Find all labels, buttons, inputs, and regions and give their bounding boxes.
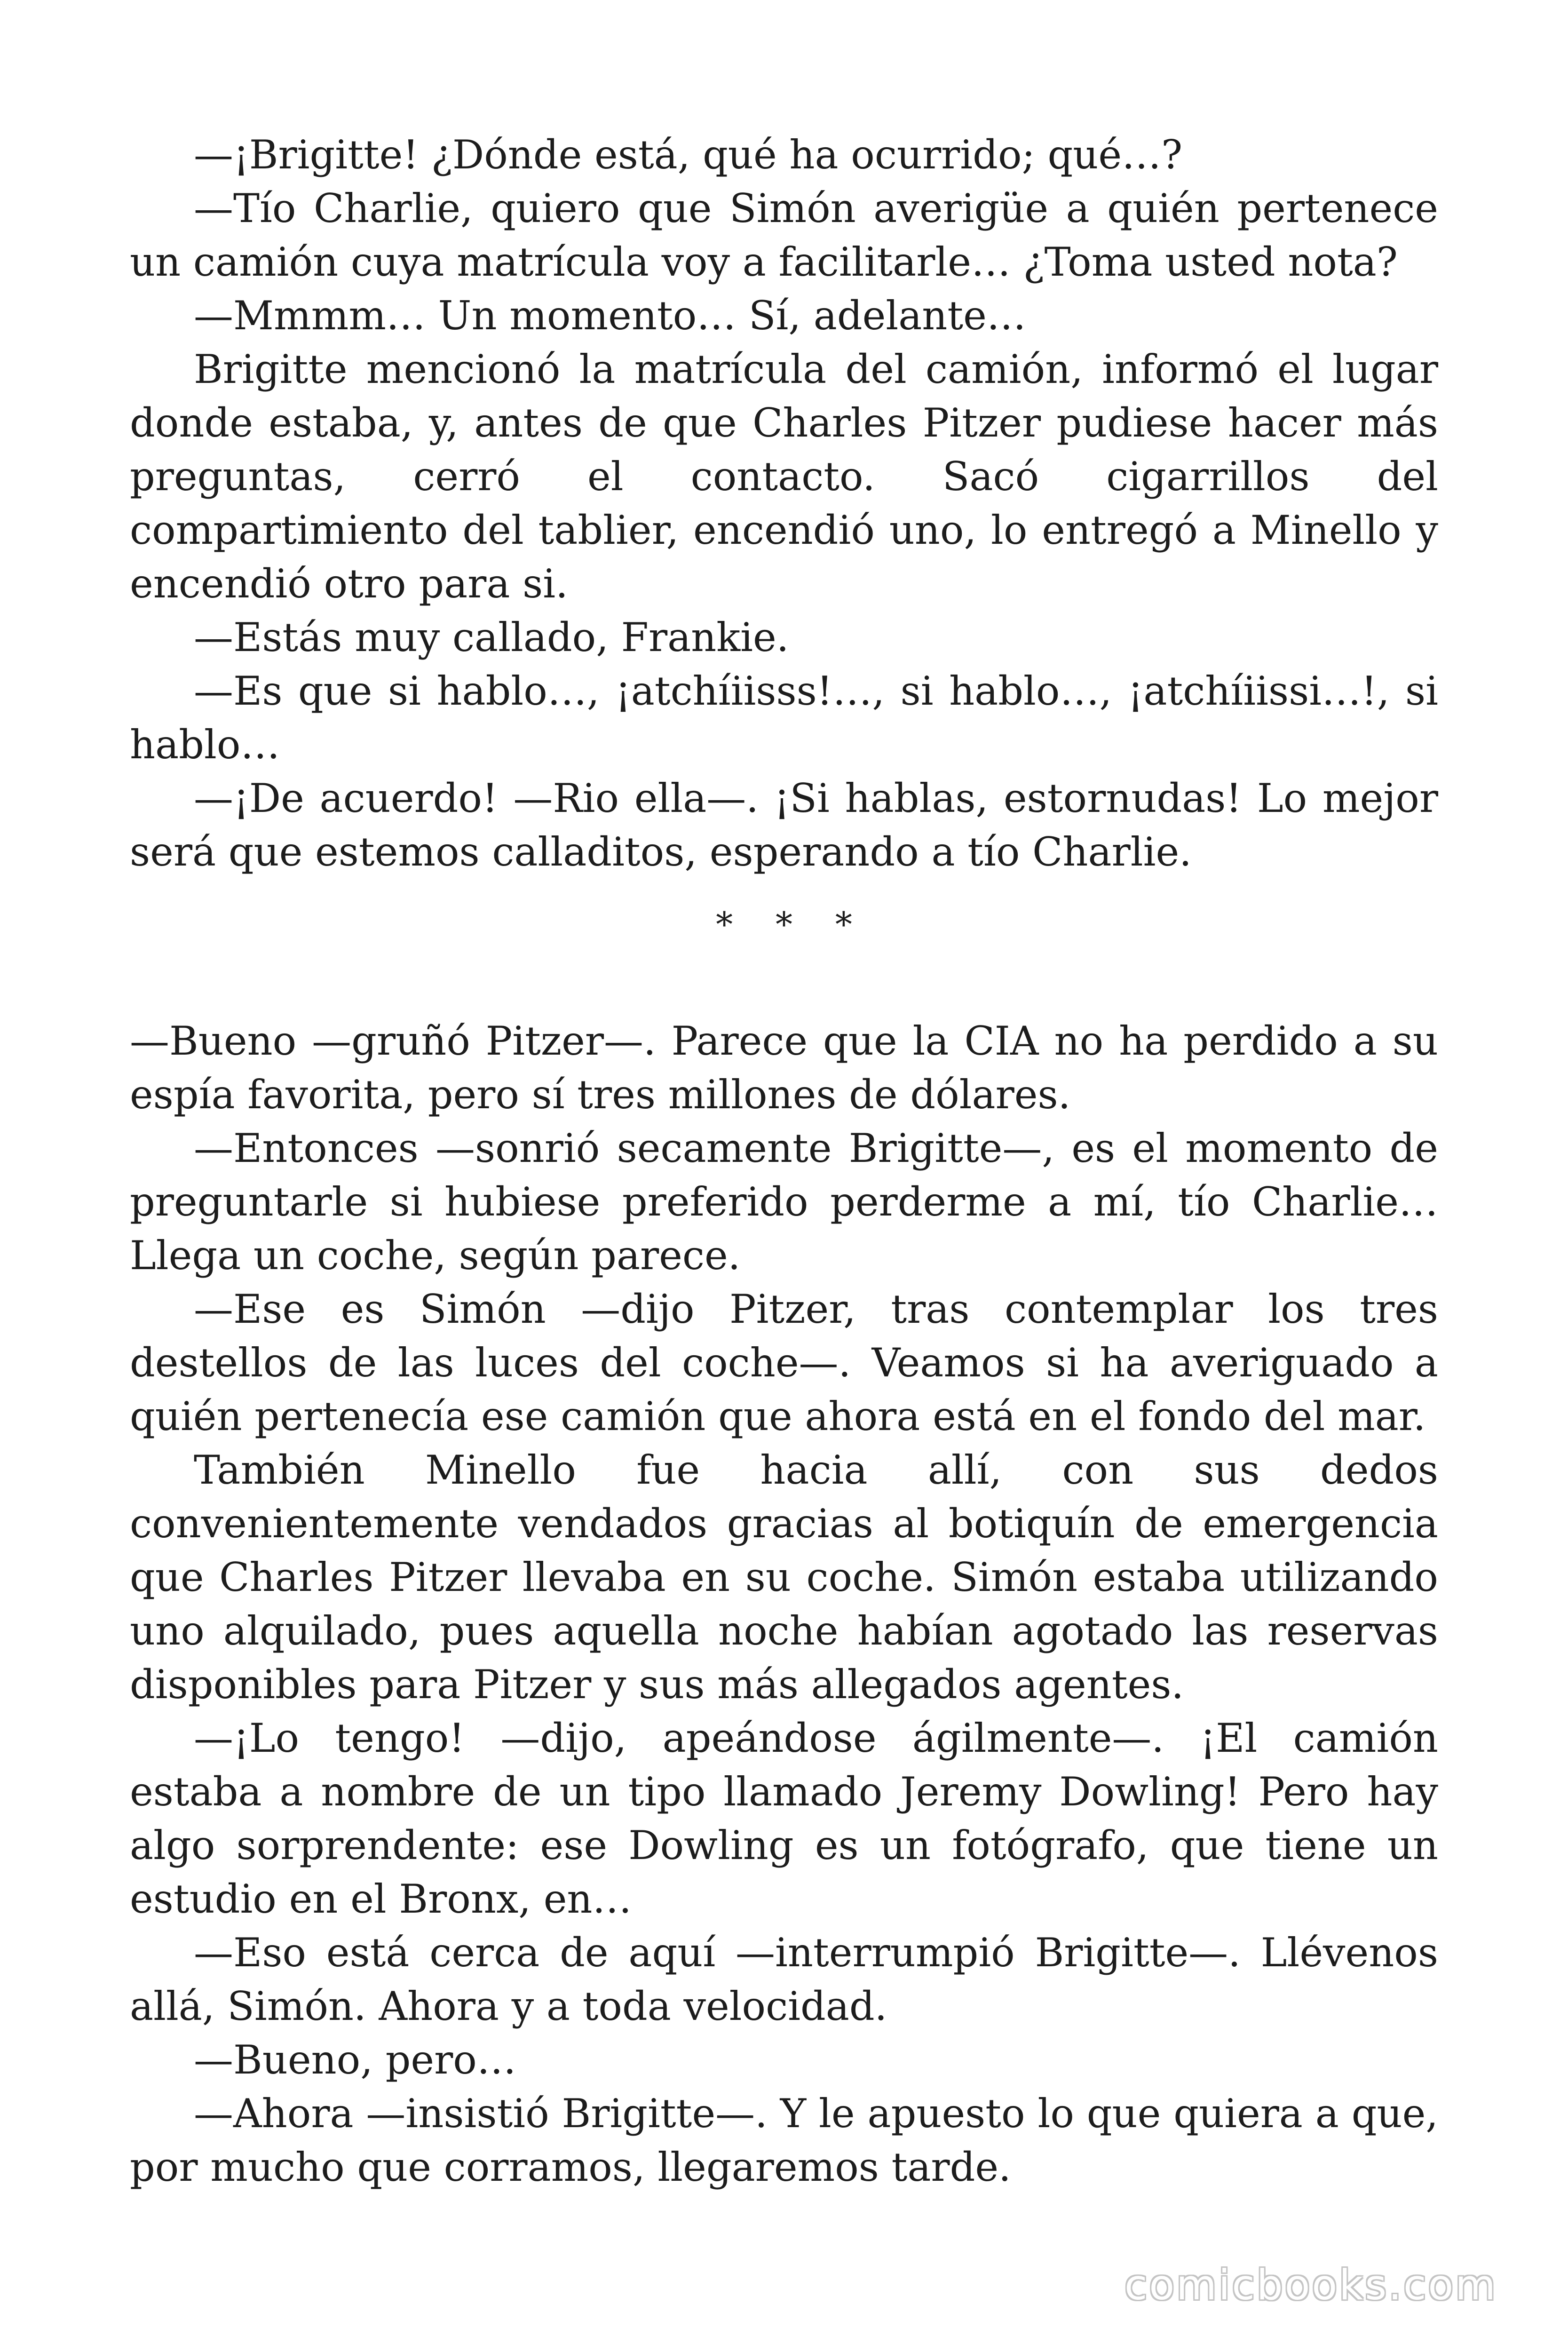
paragraph: —Bueno, pero… (194, 2037, 516, 2083)
paragraph: —¡Lo tengo! —dijo, apeándose ágilmente—. ¡El camión estaba a nombre de un tipo llamado Jeremy Dowling! Pero hay algo sorprendente: ese Dowling es un fotógrafo, que tiene un estudio en el Bronx, en… (130, 1715, 1438, 1922)
paragraph: Brigitte mencionó la matrícula del camión, informó el lugar donde estaba, y, antes de que Charles Pitzer pudiese hacer más preguntas, cerró el contacto. Sacó cigarrillos del compartimiento del tablier, encendió uno, lo entregó a Minello y encendió otro para si. (130, 346, 1438, 607)
paragraph: —¡Brigitte! ¿Dónde está, qué ha ocurrido; qué…? (194, 132, 1183, 178)
paragraph: También Minello fue hacia allí, con sus dedos convenientemente vendados gracias al botiquín de emergencia que Charles Pitzer llevaba en su coche. Simón estaba utilizando uno alquilado, pues aquella noche habían agotado las reservas disponibles para Pitzer y sus más allegados agentes. (130, 1447, 1438, 1708)
paragraph: —Bueno —gruñó Pitzer—. Parece que la CIA no ha perdido a su espía favorita, pero sí tres millones de dólares. (130, 1018, 1438, 1118)
text-section-1 (130, 128, 1438, 879)
paragraph: —Ese es Simón —dijo Pitzer, tras contemplar los tres destellos de las luces del coche—. Veamos si ha averiguado a quién pertenecía ese camión que ahora está en el fondo del mar. (130, 1286, 1438, 1439)
paragraph: —Entonces —sonrió secamente Brigitte—, es el momento de preguntarle si hubiese preferido perderme a mí, tío Charlie… Llega un coche, según parece. (130, 1125, 1438, 1279)
paragraph: —Mmmm… Un momento… Sí, adelante… (194, 293, 1026, 339)
paragraph: —¡De acuerdo! —Rio ella—. ¡Si hablas, estornudas! Lo mejor será que estemos calladitos, esperando a tío Charlie. (130, 775, 1438, 875)
scene-separator: * * * (716, 905, 868, 944)
text-section-2 (130, 1014, 1438, 2194)
paragraph: —Eso está cerca de aquí —interrumpió Brigitte—. Llévenos allá, Simón. Ahora y a toda velocidad. (130, 1930, 1438, 2029)
paragraph: —Tío Charlie, quiero que Simón averigüe a quién pertenece un camión cuya matrícula voy a facilitarle… ¿Toma usted nota? (130, 185, 1438, 285)
paragraph: —Ahora —insistió Brigitte—. Y le apuesto lo que quiera a que, por mucho que corramos, llegaremos tarde. (130, 2090, 1438, 2190)
watermark-logo: comicbooks.com (1124, 2261, 1497, 2309)
paragraph: —Estás muy callado, Frankie. (194, 614, 789, 660)
paragraph: —Es que si hablo…, ¡atchíiisss!…, si hablo…, ¡atchíiissi…!, si hablo… (130, 668, 1438, 768)
